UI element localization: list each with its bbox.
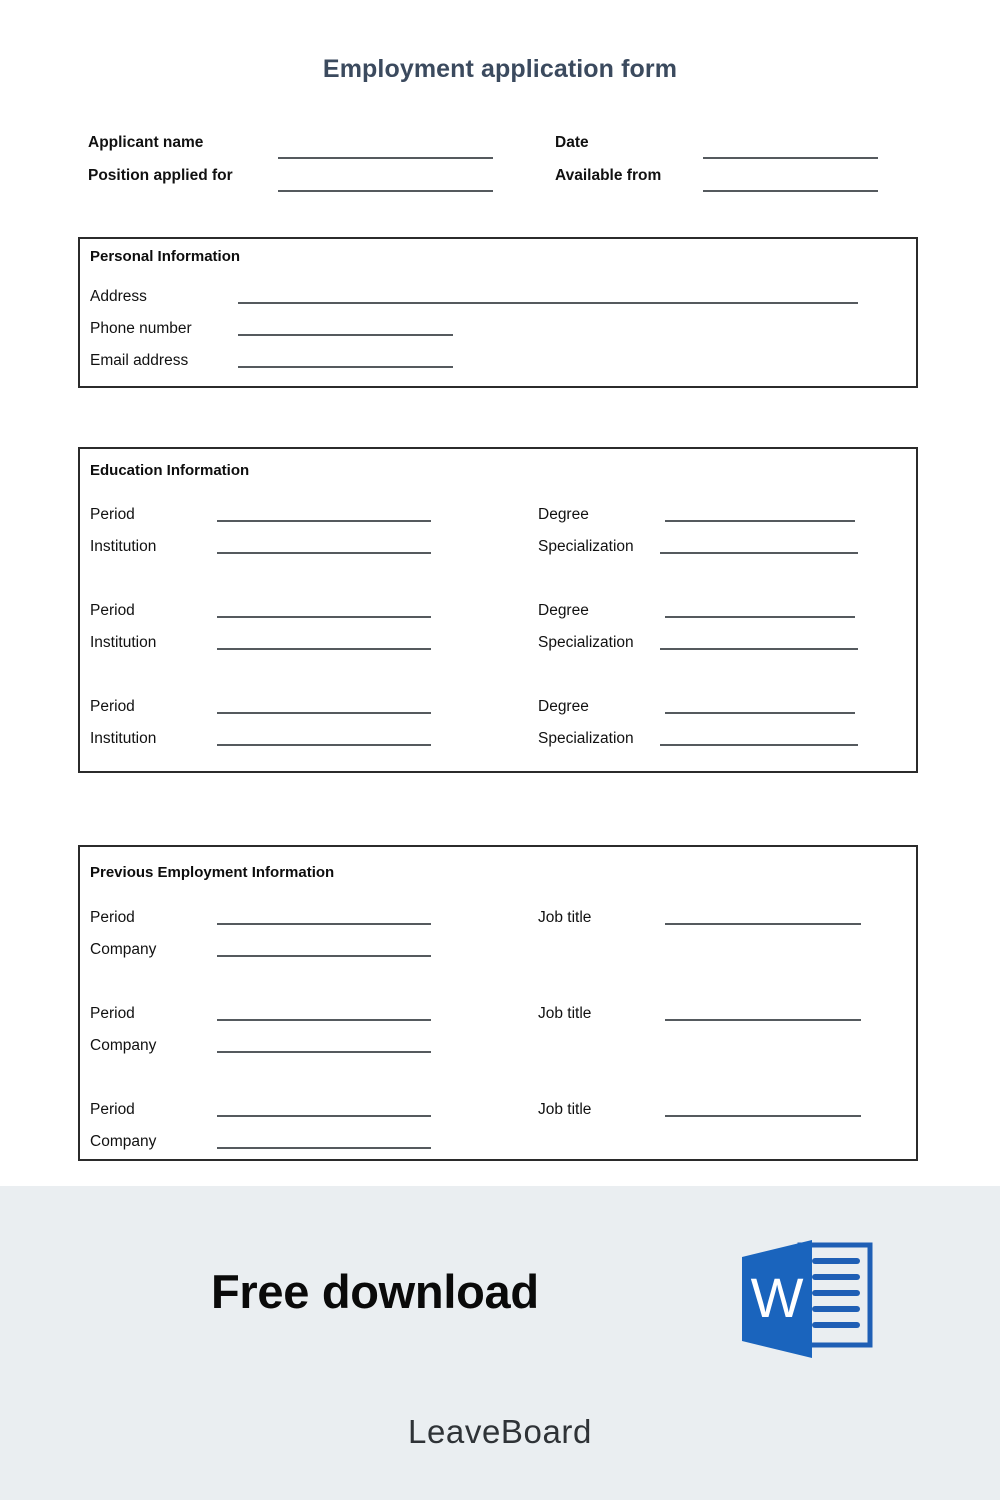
field-input-employment-period-1[interactable] xyxy=(217,923,431,925)
field-label-education-institution-3: Institution xyxy=(90,730,157,747)
field-label-employment-job-title-2: Job title xyxy=(538,1005,592,1022)
field-label-education-institution-1: Institution xyxy=(90,538,157,555)
field-input-address[interactable] xyxy=(238,302,858,304)
field-label-employment-period-1: Period xyxy=(90,909,135,926)
field-label-email-address: Email address xyxy=(90,352,189,369)
field-input-date[interactable] xyxy=(703,157,878,159)
field-input-education-degree-2[interactable] xyxy=(665,616,855,618)
section-personal-information xyxy=(78,237,918,388)
field-label-education-specialization-3: Specialization xyxy=(538,730,634,747)
field-label-position-applied-for: Position applied for xyxy=(88,167,233,184)
field-label-employment-company-1: Company xyxy=(90,941,157,958)
field-input-education-specialization-3[interactable] xyxy=(660,744,858,746)
field-input-education-period-3[interactable] xyxy=(217,712,431,714)
page-title: Employment application form xyxy=(322,55,678,83)
field-label-education-degree-2: Degree xyxy=(538,602,589,619)
field-label-employment-job-title-1: Job title xyxy=(538,909,592,926)
field-input-phone-number[interactable] xyxy=(238,334,453,336)
field-input-education-specialization-2[interactable] xyxy=(660,648,858,650)
field-input-email-address[interactable] xyxy=(238,366,453,368)
field-input-employment-company-3[interactable] xyxy=(217,1147,431,1149)
field-input-employment-company-2[interactable] xyxy=(217,1051,431,1053)
field-input-education-institution-2[interactable] xyxy=(217,648,431,650)
field-label-employment-period-3: Period xyxy=(90,1101,135,1118)
field-label-applicant-name: Applicant name xyxy=(88,134,204,151)
field-input-employment-job-title-2[interactable] xyxy=(665,1019,861,1021)
field-position-applied-for xyxy=(88,168,493,184)
field-input-employment-company-1[interactable] xyxy=(217,955,431,957)
section-title-education-information: Education Information xyxy=(90,462,250,479)
field-label-available-from: Available from xyxy=(555,167,662,184)
field-applicant-name xyxy=(88,135,493,151)
field-label-education-period-3: Period xyxy=(90,698,135,715)
field-date xyxy=(555,135,878,151)
section-title-personal-information: Personal Information xyxy=(90,248,241,265)
field-input-education-institution-1[interactable] xyxy=(217,552,431,554)
brand-name: LeaveBoard xyxy=(408,1413,592,1450)
section-education-information xyxy=(78,447,918,773)
field-label-phone-number: Phone number xyxy=(90,320,192,337)
field-label-employment-period-2: Period xyxy=(90,1005,135,1022)
field-label-education-institution-2: Institution xyxy=(90,634,157,651)
field-input-education-institution-3[interactable] xyxy=(217,744,431,746)
field-input-applicant-name[interactable] xyxy=(278,157,493,159)
field-label-education-specialization-1: Specialization xyxy=(538,538,634,555)
free-download-label[interactable]: Free download xyxy=(211,1265,539,1318)
field-input-education-degree-1[interactable] xyxy=(665,520,855,522)
field-input-position-applied-for[interactable] xyxy=(278,190,493,192)
field-label-education-period-2: Period xyxy=(90,602,135,619)
field-label-education-degree-1: Degree xyxy=(538,506,589,523)
field-input-available-from[interactable] xyxy=(703,190,878,192)
field-input-education-degree-3[interactable] xyxy=(665,712,855,714)
field-label-employment-company-3: Company xyxy=(90,1133,157,1150)
field-input-education-specialization-1[interactable] xyxy=(660,552,858,554)
field-label-employment-job-title-3: Job title xyxy=(538,1101,592,1118)
field-input-education-period-1[interactable] xyxy=(217,520,431,522)
field-label-education-degree-3: Degree xyxy=(538,698,589,715)
field-input-employment-job-title-1[interactable] xyxy=(665,923,861,925)
section-title-previous-employment-information: Previous Employment Information xyxy=(90,864,335,881)
field-label-employment-company-2: Company xyxy=(90,1037,157,1054)
field-input-education-period-2[interactable] xyxy=(217,616,431,618)
field-available-from xyxy=(555,168,878,184)
section-previous-employment-information xyxy=(78,845,918,1161)
field-label-address: Address xyxy=(90,288,147,305)
field-label-date: Date xyxy=(555,134,589,151)
field-input-employment-period-2[interactable] xyxy=(217,1019,431,1021)
field-input-employment-period-3[interactable] xyxy=(217,1115,431,1117)
field-label-education-period-1: Period xyxy=(90,506,135,523)
field-label-education-specialization-2: Specialization xyxy=(538,634,634,651)
word-icon-letter: W xyxy=(750,1266,804,1329)
microsoft-word-icon[interactable] xyxy=(738,1240,874,1358)
field-input-employment-job-title-3[interactable] xyxy=(665,1115,861,1117)
